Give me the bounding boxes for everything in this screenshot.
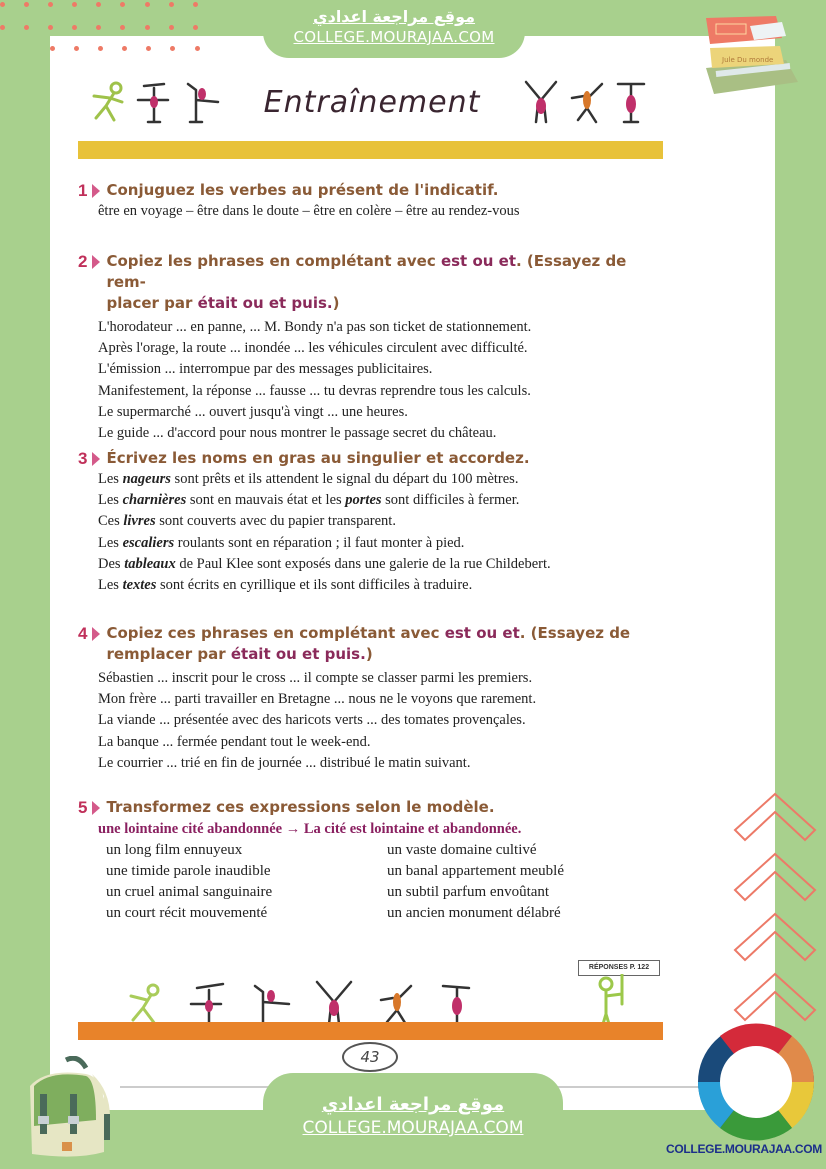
- answers-signpost: RÉPONSES P. 122: [578, 960, 660, 976]
- stick-figures-right: [522, 78, 648, 126]
- expression-item: un cruel animal sanguinaire: [106, 884, 273, 900]
- exercise-number: 2: [78, 252, 88, 271]
- right-column: [387, 840, 668, 924]
- exercise-line: L'émission ... interrompue par des messages publicitaires.: [98, 361, 433, 378]
- exercise-line: Les textes sont écrits en cyrillique et ils sont difficiles à traduire.: [98, 577, 473, 594]
- stick-figure-icon: [377, 980, 417, 1026]
- exercise-line: Les charnières sont en mauvais état et les portes sont difficiles à fermer.: [98, 492, 520, 509]
- stick-figures-left: [88, 80, 222, 124]
- exercise-title: Copiez les phrases en complétant avec est ou et. (Essayez de rem- placer par était ou et puis.): [106, 252, 627, 312]
- stick-figure-icon: [614, 78, 648, 126]
- exercise-4: [78, 623, 668, 774]
- svg-text:Jule Du monde: Jule Du monde: [722, 56, 774, 64]
- triangle-marker-icon: [92, 452, 100, 466]
- exercise-title: Transformez ces expressions selon le modèle.: [106, 798, 495, 816]
- stick-figure-icon: [313, 978, 355, 1026]
- header-yellow-bar: [78, 141, 663, 159]
- site-footer-tab: [263, 1073, 563, 1169]
- exercise-1: [78, 180, 668, 222]
- exercise-line: La viande ... présentée avec des haricots verts ... des tomates provençales.: [98, 712, 526, 729]
- site-arabic-title: موقع مراجعة اعدادي: [321, 1094, 505, 1115]
- exercise-line: Les escaliers roulants sont en réparation ; il faut monter à pied.: [98, 534, 465, 551]
- stick-figure-icon: [134, 80, 172, 124]
- stick-figure-icon: [125, 982, 165, 1026]
- expression-item: un court récit mouvementé: [106, 905, 268, 921]
- site-arabic-title: موقع مراجعة اعدادي: [312, 7, 476, 26]
- decorative-dots-row: [50, 46, 250, 51]
- exercise-2: [78, 251, 668, 444]
- stick-figure-icon: [187, 982, 227, 1026]
- logo-url-text[interactable]: COLLEGE.MOURAJAA.COM: [666, 1142, 823, 1156]
- exercise-line: Le courrier ... trié en fin de journée ... distribué le matin suivant.: [98, 754, 471, 771]
- stick-figures-footer: [125, 978, 475, 1026]
- stick-figure-icon: [88, 80, 126, 124]
- exercise-line: Manifestement, la réponse ... fausse ... tu devras reprendre tous les calculs.: [98, 382, 531, 399]
- expression-columns: [78, 840, 668, 924]
- exercise-title: Copiez ces phrases en complétant avec est ou et. (Essayez de remplacer par était ou et puis.): [106, 624, 631, 663]
- section-header: [88, 76, 648, 128]
- exercise-line: L'horodateur ... en panne, ... M. Bondy n'a pas son ticket de stationnement.: [98, 319, 532, 335]
- stick-figure-icon: [568, 78, 606, 126]
- expression-item: un vaste domaine cultivé: [387, 842, 537, 858]
- books-icon: [694, 12, 804, 94]
- expression-item: une timide parole inaudible: [106, 863, 271, 879]
- example-model: une lointaine cité abandonnée → La cité est lointaine et abandonnée.: [98, 821, 522, 837]
- exercise-5: [78, 797, 668, 924]
- exercise-line: Sébastien ... inscrit pour le cross ... il compte se classer parmi les premiers.: [98, 670, 533, 686]
- footer-orange-bar: [78, 1022, 663, 1040]
- exercise-line: La banque ... fermée pendant tout le week-end.: [98, 733, 371, 750]
- exercise-line: Après l'orage, la route ... inondée ... les véhicules circulent avec difficulté.: [98, 340, 528, 357]
- expression-item: un ancien monument délabré: [387, 905, 561, 921]
- school-subjects-logo-icon: [696, 1022, 816, 1142]
- exercise-line: Les nageurs sont prêts et ils attendent le signal du départ du 100 mètres.: [98, 471, 519, 487]
- exercise-number: 4: [78, 624, 88, 643]
- section-title: Entraînement: [263, 84, 481, 120]
- exercise-line: Mon frère ... parti travailler en Bretagne ... nous ne le voyons que rarement.: [98, 691, 537, 708]
- exercise-line: être en voyage – être dans le doute – être en colère – être au rendez-vous: [98, 203, 520, 219]
- site-header-tab: [263, 0, 525, 58]
- exercise-title: Écrivez les noms en gras au singulier et accordez.: [106, 449, 530, 467]
- triangle-marker-icon: [92, 627, 100, 641]
- stick-figure-icon: [249, 982, 291, 1026]
- exercise-title: Conjuguez les verbes au présent de l'indicatif.: [106, 181, 499, 199]
- exercise-number: 3: [78, 449, 88, 468]
- site-url-link[interactable]: COLLEGE.MOURAJAA.COM: [302, 1118, 524, 1138]
- stick-figure-icon: [180, 80, 222, 124]
- exercise-3: [78, 448, 668, 596]
- exercise-number: 1: [78, 181, 88, 200]
- exercise-line: Le supermarché ... ouvert jusqu'à vingt ... une heures.: [98, 403, 408, 420]
- left-column: [106, 840, 387, 924]
- site-url-link[interactable]: COLLEGE.MOURAJAA.COM: [293, 28, 495, 46]
- expression-item: un subtil parfum envoûtant: [387, 884, 550, 900]
- stick-figure-icon: [439, 980, 475, 1026]
- triangle-marker-icon: [92, 184, 100, 198]
- page-number: 43: [342, 1042, 398, 1072]
- exercise-line: Des tableaux de Paul Klee sont exposés dans une galerie de la rue Childebert.: [98, 555, 551, 572]
- expression-item: un long film ennuyeux: [106, 842, 243, 858]
- chevron-up-decoration-icon: [733, 790, 818, 1030]
- exercise-line: Le guide ... d'accord pour nous montrer le passage secret du château.: [98, 425, 497, 442]
- triangle-marker-icon: [92, 801, 100, 815]
- exercise-line: Ces livres sont couverts avec du papier transparent.: [98, 513, 396, 530]
- expression-item: un banal appartement meublé: [387, 863, 565, 879]
- backpack-icon: [16, 1056, 112, 1166]
- exercise-number: 5: [78, 798, 88, 817]
- stick-figure-icon: [522, 78, 560, 126]
- triangle-marker-icon: [92, 255, 100, 269]
